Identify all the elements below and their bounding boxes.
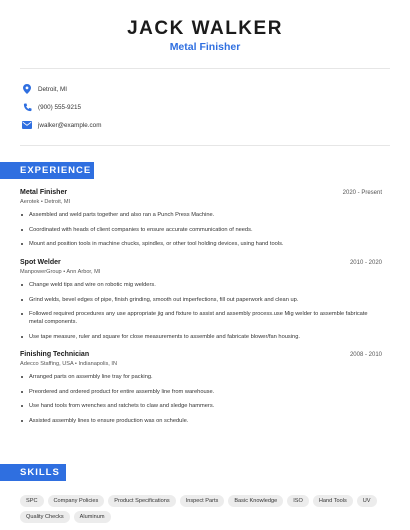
phone-icon <box>22 102 32 112</box>
job-company: Adecco Staffing, USA • Indianapolis, IN <box>20 361 118 367</box>
job-bullet: Followed required procedures any use appropriate jig and fixture to assist and assembly process.use Mig welder to assemble fabricate metal components. <box>20 310 382 326</box>
skill-tag: Aluminum <box>74 511 111 523</box>
candidate-name: JACK WALKER <box>127 18 283 39</box>
job-bullet: Mount and position tools in machine chucks, spindles, or other tool holding devices, using hand tools. <box>20 240 382 248</box>
skill-tag: Quality Checks <box>20 511 70 523</box>
email-icon <box>22 120 32 130</box>
skills-heading: SKILLS <box>0 464 66 481</box>
job-title: Metal Finisher <box>169 41 241 53</box>
experience-heading: EXPERIENCE <box>0 162 94 179</box>
contact-location <box>22 83 67 95</box>
job-bullet: Preordered and ordered product for entire assembly line from warehouse. <box>20 388 382 396</box>
job-dates: 2020 - Present <box>342 190 382 196</box>
job-bullets <box>20 373 382 425</box>
job-bullet: Change weld tips and wire on robotic mig welders. <box>20 281 382 289</box>
contact-email-text: jwalker@example.com <box>38 121 102 129</box>
header-divider <box>20 68 390 69</box>
job-company: ManpowerGroup • Ann Arbor, MI <box>20 269 101 275</box>
contact-location-text: Detroit, MI <box>38 85 68 93</box>
job-bullet: Use tape measure, ruler and square for close measurements to assemble and fabricate blower/fan housing. <box>20 333 382 341</box>
job-bullet: Grind welds, bevel edges of pipe, finish grinding, smooth out imperfections, fill out paperwork and clean up. <box>20 296 382 304</box>
job-bullet: Assembled and weld parts together and also ran a Punch Press Machine. <box>20 211 382 219</box>
skill-tag: ISO <box>287 495 309 507</box>
job-role: Spot Welder <box>20 259 61 266</box>
contact-divider <box>20 145 390 146</box>
job-bullet: Coordinated with heads of client companies to ensure accurate communication of needs. <box>20 226 382 234</box>
job-dates: 2010 - 2020 <box>349 260 382 266</box>
contact-email <box>22 119 101 131</box>
experience-entry <box>20 189 382 255</box>
skill-tag: UV <box>357 495 377 507</box>
job-bullets <box>20 211 382 248</box>
job-role: Metal Finisher <box>20 189 68 196</box>
skill-tag: Company Policies <box>48 495 105 507</box>
skill-tag: SPC <box>20 495 44 507</box>
job-bullet: Use hand tools from wrenches and ratchets to claw and sledge hammers. <box>20 402 382 410</box>
contact-phone <box>22 101 81 113</box>
experience-entry <box>20 259 382 347</box>
experience-entry <box>20 351 382 431</box>
location-pin-icon <box>22 84 32 94</box>
job-bullet: Assisted assembly lines to ensure production was on schedule. <box>20 417 382 425</box>
job-dates: 2008 - 2010 <box>349 352 382 358</box>
job-role: Finishing Technician <box>20 351 90 358</box>
skill-tag: Inspect Parts <box>180 495 225 507</box>
job-company: Aerotek • Detroit, MI <box>20 199 71 205</box>
skill-tag: Product Specifications <box>108 495 175 507</box>
skills-list <box>20 495 392 523</box>
skill-tag: Basic Knowledge <box>228 495 283 507</box>
contact-phone-text: (900) 555-9215 <box>38 103 82 111</box>
job-bullets <box>20 281 382 341</box>
job-bullet: Arranged parts on assembly line tray for packing. <box>20 373 382 381</box>
skill-tag: Hand Tools <box>313 495 353 507</box>
